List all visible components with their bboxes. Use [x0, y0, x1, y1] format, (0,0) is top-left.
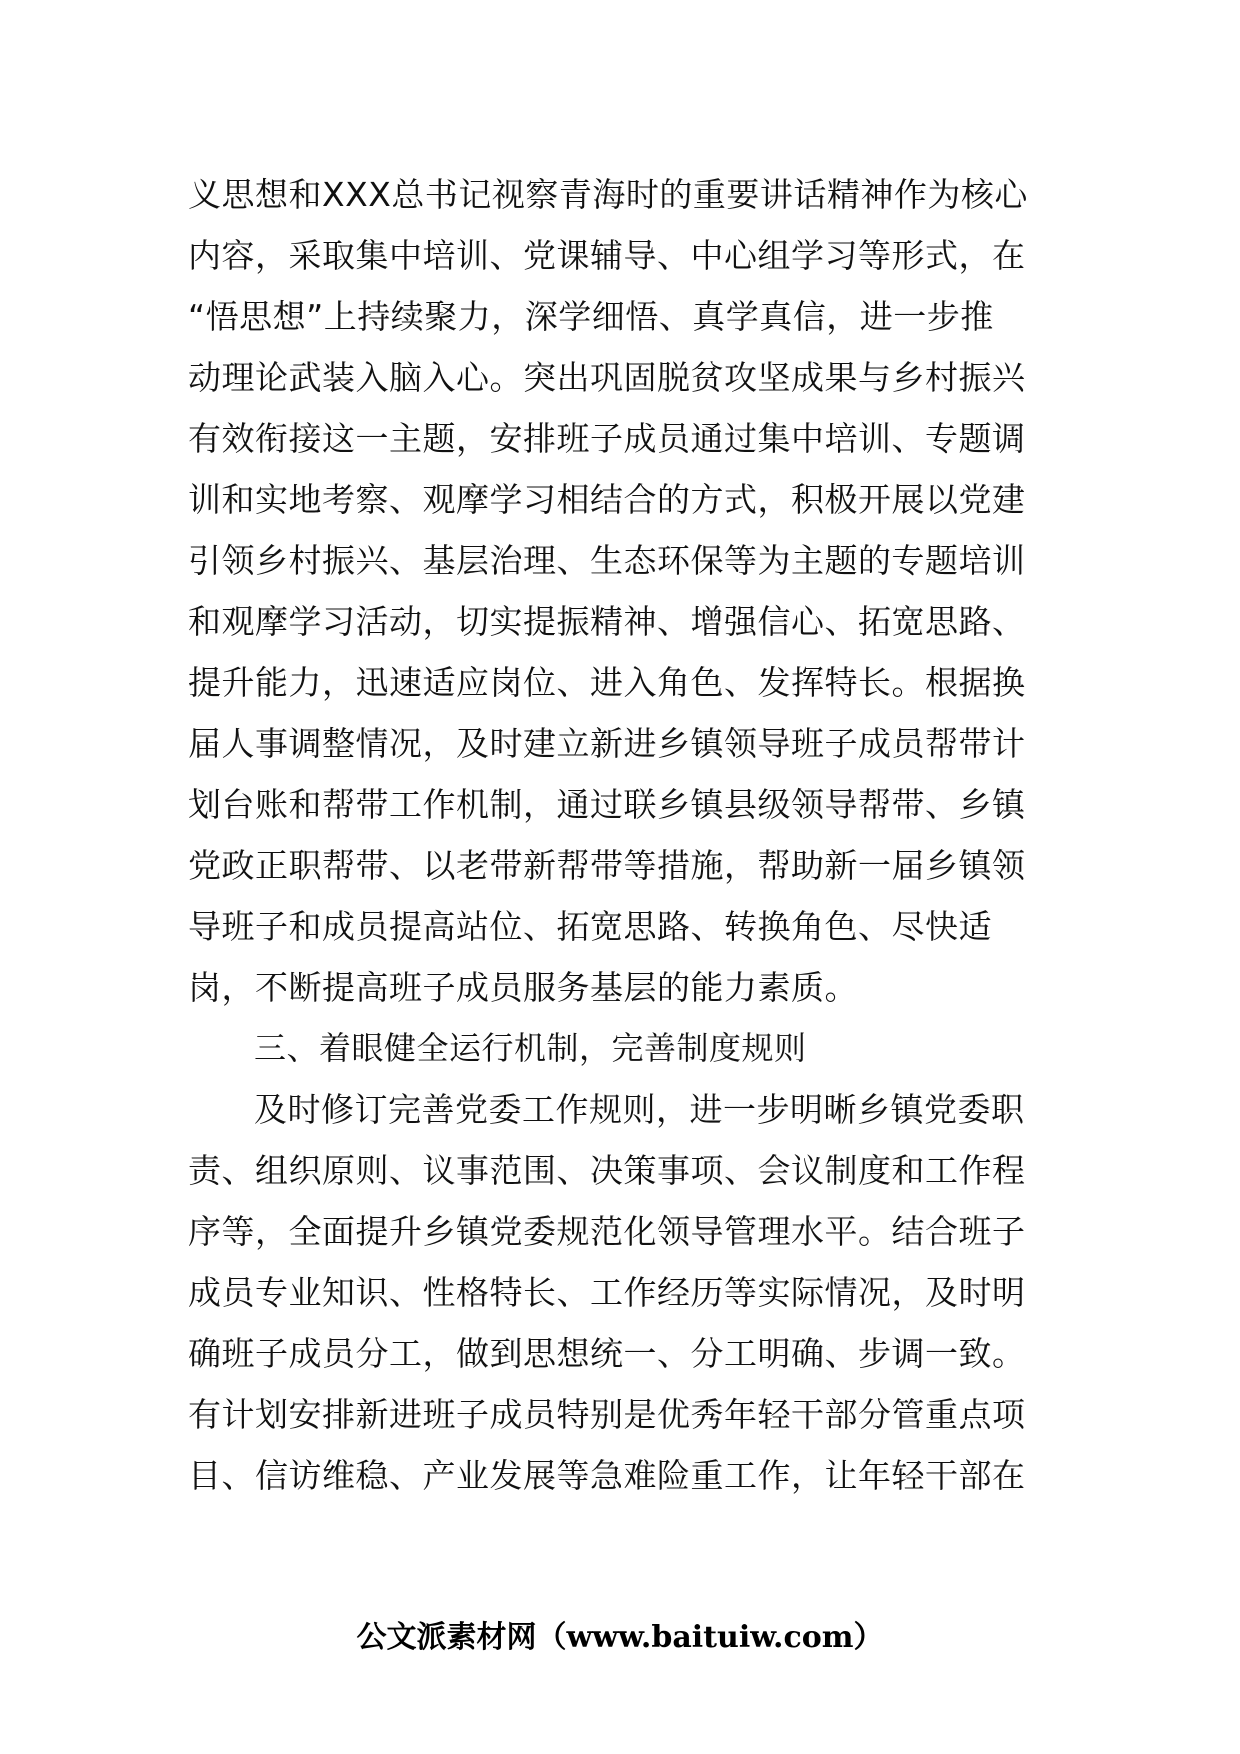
body-line: 提升能力，迅速适应岗位、进入角色、发挥特长。根据换 [188, 663, 1026, 702]
section-line: 目、信访维稳、产业发展等急难险重工作，让年轻干部在 [188, 1456, 1026, 1495]
section-line: 确班子成员分工，做到思想统一、分工明确、步调一致。 [188, 1334, 1026, 1373]
section-line: 有计划安排新进班子成员特别是优秀年轻干部分管重点项 [188, 1395, 1026, 1434]
body-line: 动理论武装入脑入心。突出巩固脱贫攻坚成果与乡村振兴 [188, 358, 1026, 397]
section-line: 序等，全面提升乡镇党委规范化领导管理水平。结合班子 [188, 1212, 1026, 1251]
body-line: 划台账和帮带工作机制，通过联乡镇县级领导帮带、乡镇 [188, 785, 1026, 824]
section-heading: 三、着眼健全运行机制，完善制度规则 [254, 1029, 807, 1067]
body-line: 和观摩学习活动，切实提振精神、增强信心、拓宽思路、 [188, 602, 1026, 641]
section-line: 责、组织原则、议事范围、决策事项、会议制度和工作程 [188, 1151, 1026, 1190]
body-line: 党政正职帮带、以老带新帮带等措施，帮助新一届乡镇领 [188, 846, 1026, 885]
body-line: “悟思想”上持续聚力，深学细悟、真学真信，进一步推 [188, 297, 994, 336]
footer-watermark: 公文派素材网（www.baituiw.com） [356, 1620, 884, 1655]
body-line: 训和实地考察、观摩学习相结合的方式，积极开展以党建 [188, 480, 1026, 519]
section-line: 及时修订完善党委工作规则，进一步明晰乡镇党委职 [254, 1090, 1025, 1129]
body-line: 岗，不断提高班子成员服务基层的能力素质。 [188, 968, 858, 1007]
body-line: 义思想和XXX总书记视察青海时的重要讲话精神作为核心 [188, 175, 1028, 214]
body-line: 内容，采取集中培训、党课辅导、中心组学习等形式，在 [188, 236, 1026, 275]
body-line: 导班子和成员提高站位、拓宽思路、转换角色、尽快适 [188, 907, 992, 946]
body-line: 有效衔接这一主题，安排班子成员通过集中培训、专题调 [188, 419, 1026, 458]
document-body [188, 164, 1060, 1506]
body-line: 引领乡村振兴、基层治理、生态环保等为主题的专题培训 [188, 541, 1026, 580]
body-line: 届人事调整情况，及时建立新进乡镇领导班子成员帮带计 [188, 724, 1026, 763]
section-line: 成员专业知识、性格特长、工作经历等实际情况，及时明 [188, 1273, 1026, 1312]
